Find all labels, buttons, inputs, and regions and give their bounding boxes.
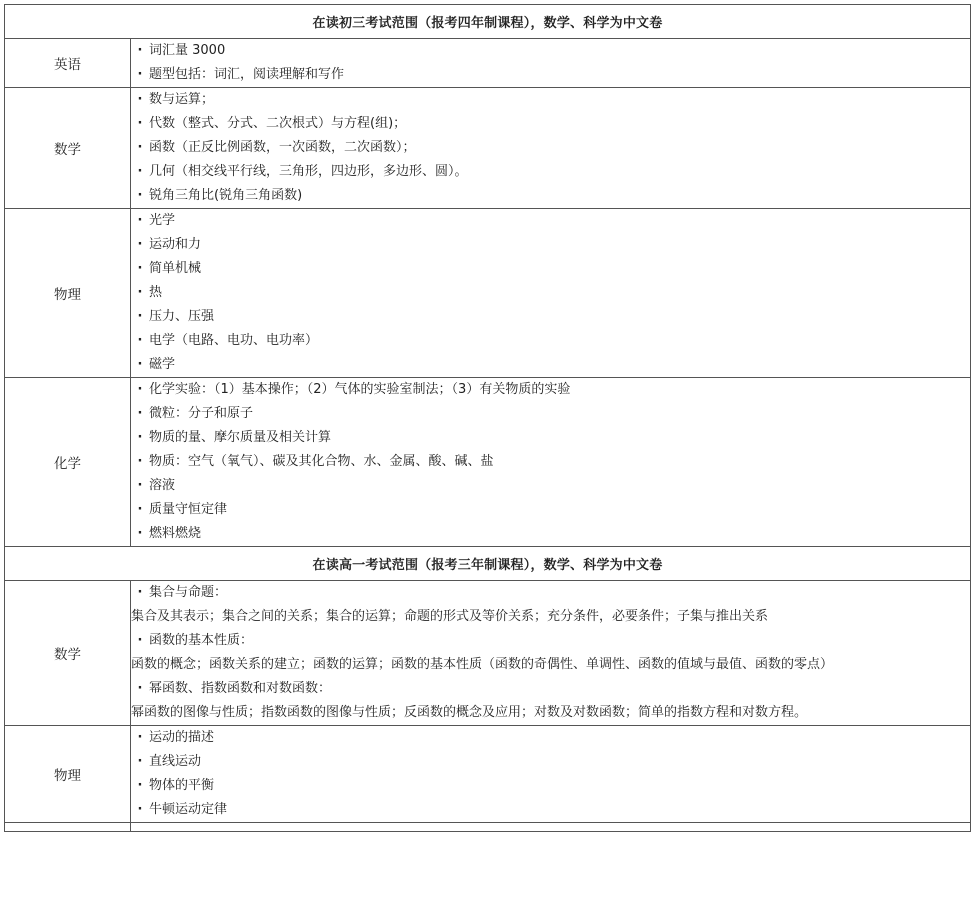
- subject-cell: 数学: [5, 88, 131, 209]
- list-item: · 磁学: [131, 353, 970, 377]
- list-item-detail: 函数的概念；函数关系的建立；函数的运算；函数的基本性质（函数的奇偶性、单调性、函数的值域与最值、函数的零点）: [131, 657, 834, 672]
- content-cell: [131, 726, 971, 823]
- list-item: · 函数（正反比例函数，一次函数，二次函数）；: [131, 136, 970, 160]
- section2-title: 在读高一考试范围（报考三年制课程），数学、科学为中文卷: [5, 547, 971, 581]
- table-row-physics: [5, 209, 971, 378]
- list-item: · 题型包括：词汇，阅读理解和写作: [131, 63, 970, 87]
- list-item: · 简单机械: [131, 257, 970, 281]
- list-item: · 溶液: [131, 474, 970, 498]
- list-item: · 物质的量、摩尔质量及相关计算: [131, 426, 970, 450]
- subject-cell: 物理: [5, 209, 131, 378]
- list-item: · 函数的基本性质：: [131, 629, 970, 653]
- list-item: · 微粒：分子和原子: [131, 402, 970, 426]
- syllabus-page: [4, 4, 970, 832]
- list-item: · 光学: [131, 209, 970, 233]
- content-cell: [131, 209, 971, 378]
- list-item: · 热: [131, 281, 970, 305]
- list-item: · 质量守恒定律: [131, 498, 970, 522]
- list-item: · 数与运算；: [131, 88, 970, 112]
- content-cell: [131, 88, 971, 209]
- content-cell: [131, 378, 971, 547]
- list-item: · 直线运动: [131, 750, 970, 774]
- content-cell: [131, 581, 971, 726]
- subject-cell: 化学: [5, 378, 131, 547]
- table-row-physics-senior: [5, 726, 971, 823]
- list-item: · 化学实验：（1）基本操作；（2）气体的实验室制法；（3）有关物质的实验: [131, 378, 970, 402]
- content-cell-empty: [131, 823, 971, 832]
- list-item: · 代数（整式、分式、二次根式）与方程(组)；: [131, 112, 970, 136]
- list-item: · 电学（电路、电功、电功率）: [131, 329, 970, 353]
- section-header-row: [5, 5, 971, 39]
- section-header-row: [5, 547, 971, 581]
- section1-title: 在读初三考试范围（报考四年制课程），数学、科学为中文卷: [5, 5, 971, 39]
- table-row-english: [5, 39, 971, 88]
- list-item: · 幂函数、指数函数和对数函数：: [131, 677, 970, 701]
- list-item: · 燃料燃烧: [131, 522, 970, 546]
- list-item: · 压力、压强: [131, 305, 970, 329]
- list-item: · 几何（相交线平行线，三角形，四边形，多边形、圆）。: [131, 160, 970, 184]
- subject-cell: 英语: [5, 39, 131, 88]
- table-row-math: [5, 88, 971, 209]
- list-item: · 物体的平衡: [131, 774, 970, 798]
- exam-scope-table: [4, 4, 971, 832]
- list-item: · 物质：空气（氧气）、碳及其化合物、水、金属、酸、碱、盐: [131, 450, 970, 474]
- list-item: · 牛顿运动定律: [131, 798, 970, 822]
- list-item-detail: 幂函数的图像与性质；指数函数的图像与性质；反函数的概念及应用；对数及对数函数；简单的指数方程和对数方程。: [131, 705, 808, 720]
- table-row-chemistry: [5, 378, 971, 547]
- table-row-math-senior: [5, 581, 971, 726]
- list-item: · 锐角三角比(锐角三角函数): [131, 184, 970, 208]
- subject-cell-empty: [5, 823, 131, 832]
- list-item: · 运动的描述: [131, 726, 970, 750]
- list-item: · 词汇量 3000: [131, 39, 970, 63]
- subject-cell: 数学: [5, 581, 131, 726]
- list-item: · 集合与命题：: [131, 581, 970, 605]
- table-row-cutoff: [5, 823, 971, 832]
- content-cell: [131, 39, 971, 88]
- subject-cell: 物理: [5, 726, 131, 823]
- list-item: · 运动和力: [131, 233, 970, 257]
- list-item-detail: 集合及其表示；集合之间的关系；集合的运算；命题的形式及等价关系；充分条件，必要条件；子集与推出关系: [131, 609, 769, 624]
